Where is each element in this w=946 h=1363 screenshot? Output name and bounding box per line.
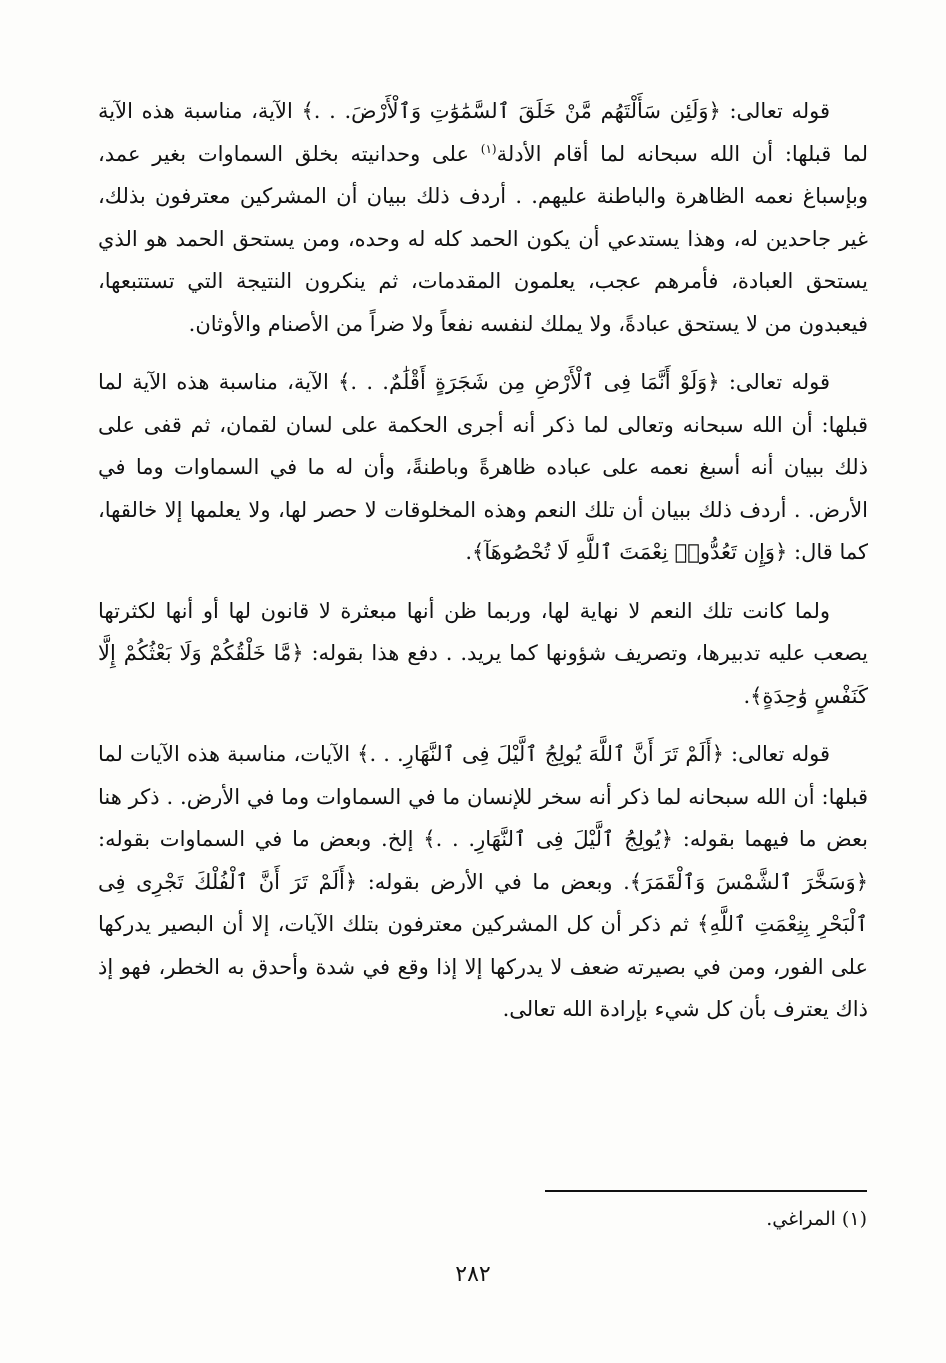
footnote: (١) المراغي. — [766, 1208, 867, 1230]
footnote-divider — [545, 1190, 867, 1192]
paragraph-3: ولما كانت تلك النعم لا نهاية لها، وربما ظن أنها مبعثرة لا قانون لها أو أنها لكثرتها يصعب عليه تدبيرها، وتصريف شؤونها كما يريد. . دفع هذا بقوله: ﴿مَّا خَلْقُكُمْ وَلَا بَعْثُكُمْ إِلَّا كَنَفْسٍ وَٰحِدَةٍ﴾. — [98, 598, 868, 708]
paragraph-2: قوله تعالى: ﴿وَلَوْ أَنَّمَا فِى ٱلْأَرْضِ مِن شَجَرَةٍ أَقْلَٰمٌ. . .﴾ الآية، مناسبة هذه الآية لما قبلها: أن الله سبحانه وتعالى لما ذكر أنه أجرى الحكمة على لسان لقمان، ثم قفى على ذلك ببيان أنه أسبغ نعمه على عباده ظاهرةً وباطنةً، وأن له ما في السماوات وما في الأرض. . أردف ذلك ببيان أن تلك النعم وهذه المخلوقات لا حصر لها، ولا يعلمها إلا خالقها، كما قال: ﴿وَإِن تَعُدُّوا۟ نِعْمَتَ ٱللَّهِ لَا تُحْصُوهَآ﴾. — [98, 370, 868, 564]
paragraph-1-text-cont: على وحدانيته بخلق السماوات بغير عمد، وبإسباغ نعمه الظاهرة والباطنة عليهم. . أردف ذلك ببيان أن المشركين معترفون بذلك، غير جاحدين له، وهذا يستدعي أن يكون الحمد كله له وحده، ومن يستحق الحمد هو الذي يستحق العبادة، فأمرهم عجب، يعلمون المقدمات، ثم ينكرون النتيجة التي تستتبعها، فيعبدون من لا يستحق عبادةً، ولا يملك لنفسه نفعاً ولا ضراً من الأصنام والأوثان. — [98, 141, 868, 336]
footnote-marker[interactable]: (١) — [480, 141, 497, 156]
paragraph-1-text: قوله تعالى: ﴿وَلَئِن سَأَلْتَهُم مَّنْ خَلَقَ ٱلسَّمَٰوَٰتِ وَٱلْأَرْضَ. . .﴾ الآية، مناسبة هذه الآية لما قبلها: أن الله سبحانه لما أقام الأدلة — [98, 99, 868, 166]
paragraph-4: قوله تعالى: ﴿أَلَمْ تَرَ أَنَّ ٱللَّهَ يُولِجُ ٱلَّيْلَ فِى ٱلنَّهَارِ. . .﴾ الآيات، مناسبة هذه الآيات لما قبلها: أن الله سبحانه لما ذكر أنه سخر للإنسان ما في السماوات وما في الأرض. . ذكر هنا بعض ما فيهما بقوله: ﴿يُولِجُ ٱلَّيْلَ فِى ٱلنَّهَارِ. . .﴾ إلخ. وبعض ما في السماوات بقوله: ﴿وَسَخَّرَ ٱلشَّمْسَ وَٱلْقَمَرَ﴾. وبعض ما في الأرض بقوله: ﴿أَلَمْ تَرَ أَنَّ ٱلْفُلْكَ تَجْرِى فِى ٱلْبَحْرِ بِنِعْمَتِ ٱللَّهِ﴾ ثم ذكر أن كل المشركين معترفون بتلك الآيات، إلا أن البصير يدركها على الفور، ومن في بصيرته ضعف لا يدركها إلا إذا وقع في شدة وأحدق به الخطر، فهو إذ ذاك يعترف بأن كل شيء بإرادة الله تعالى. — [98, 742, 868, 1021]
page-body — [98, 90, 868, 1047]
paragraph-1 — [98, 90, 868, 345]
page-number: ٢٨٢ — [455, 1262, 491, 1287]
